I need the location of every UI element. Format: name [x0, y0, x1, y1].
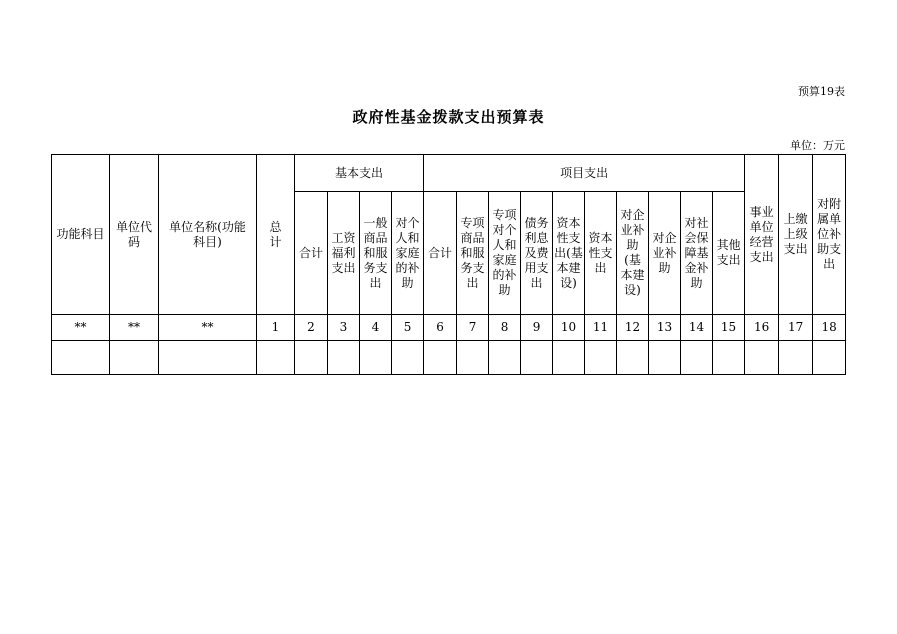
index-cell: 16	[745, 315, 779, 341]
index-cell: 10	[553, 315, 585, 341]
header-row-group	[52, 155, 846, 192]
header-func-subject: 功能科目	[52, 155, 110, 315]
header-project-col: 对企 业补 助	[649, 192, 681, 315]
data-cell	[779, 341, 813, 375]
header-unit-code: 单位代 码	[110, 155, 159, 315]
data-cell	[649, 341, 681, 375]
index-cell: 1	[257, 315, 295, 341]
index-cell: **	[52, 315, 110, 341]
header-basic-col: 合计	[295, 192, 328, 315]
data-cell	[813, 341, 846, 375]
header-basic: 基本支出	[295, 155, 424, 192]
index-cell: 5	[392, 315, 424, 341]
data-cell	[110, 341, 159, 375]
table-row	[52, 341, 846, 375]
header-project-col: 专项 对个 人和 家庭 的补 助	[489, 192, 521, 315]
header-basic-col: 工资 福利 支出	[328, 192, 360, 315]
header-project: 项目支出	[424, 155, 745, 192]
index-cell: 12	[617, 315, 649, 341]
index-cell: 11	[585, 315, 617, 341]
data-cell	[553, 341, 585, 375]
header-tail-col: 对附 属单 位补 助支 出	[813, 155, 846, 315]
header-tail-col: 上缴 上级 支出	[779, 155, 813, 315]
header-project-col: 资本 性支 出	[585, 192, 617, 315]
header-project-col: 对社 会保 障基 金补 助	[681, 192, 713, 315]
data-cell	[681, 341, 713, 375]
header-project-col: 专项 商品 和服 务支 出	[457, 192, 489, 315]
index-cell: 13	[649, 315, 681, 341]
form-number: 预算19表	[798, 85, 845, 98]
data-cell	[617, 341, 649, 375]
index-cell: 2	[295, 315, 328, 341]
budget-table	[51, 154, 846, 375]
index-cell: 14	[681, 315, 713, 341]
index-cell: 6	[424, 315, 457, 341]
data-cell	[295, 341, 328, 375]
data-cell	[745, 341, 779, 375]
header-unit-name: 单位名称(功能 科目)	[159, 155, 257, 315]
index-cell: **	[159, 315, 257, 341]
data-cell	[457, 341, 489, 375]
page-title: 政府性基金拨款支出预算表	[352, 108, 545, 126]
data-cell	[392, 341, 424, 375]
index-cell: 8	[489, 315, 521, 341]
data-cell	[521, 341, 553, 375]
data-cell	[713, 341, 745, 375]
data-cell	[585, 341, 617, 375]
index-cell: 4	[360, 315, 392, 341]
index-cell: **	[110, 315, 159, 341]
header-basic-col: 对个 人和 家庭 的补 助	[392, 192, 424, 315]
index-cell: 18	[813, 315, 846, 341]
index-cell: 9	[521, 315, 553, 341]
index-cell: 3	[328, 315, 360, 341]
header-tail-col: 事业 单位 经营 支出	[745, 155, 779, 315]
data-cell	[257, 341, 295, 375]
data-cell	[424, 341, 457, 375]
header-project-col: 合计	[424, 192, 457, 315]
index-cell: 15	[713, 315, 745, 341]
unit-label: 单位：万元	[790, 139, 845, 152]
header-total: 总 计	[257, 155, 295, 315]
index-row	[52, 315, 846, 341]
header-basic-col: 一般 商品 和服 务支 出	[360, 192, 392, 315]
header-project-col: 其他 支出	[713, 192, 745, 315]
data-cell	[328, 341, 360, 375]
data-cell	[360, 341, 392, 375]
header-project-col: 对企 业补 助 (基 本建 设)	[617, 192, 649, 315]
data-cell	[52, 341, 110, 375]
index-cell: 17	[779, 315, 813, 341]
header-project-col: 资本 性支 出(基 本建 设)	[553, 192, 585, 315]
header-project-col: 债务 利息 及费 用支 出	[521, 192, 553, 315]
data-cell	[489, 341, 521, 375]
index-cell: 7	[457, 315, 489, 341]
data-cell	[159, 341, 257, 375]
